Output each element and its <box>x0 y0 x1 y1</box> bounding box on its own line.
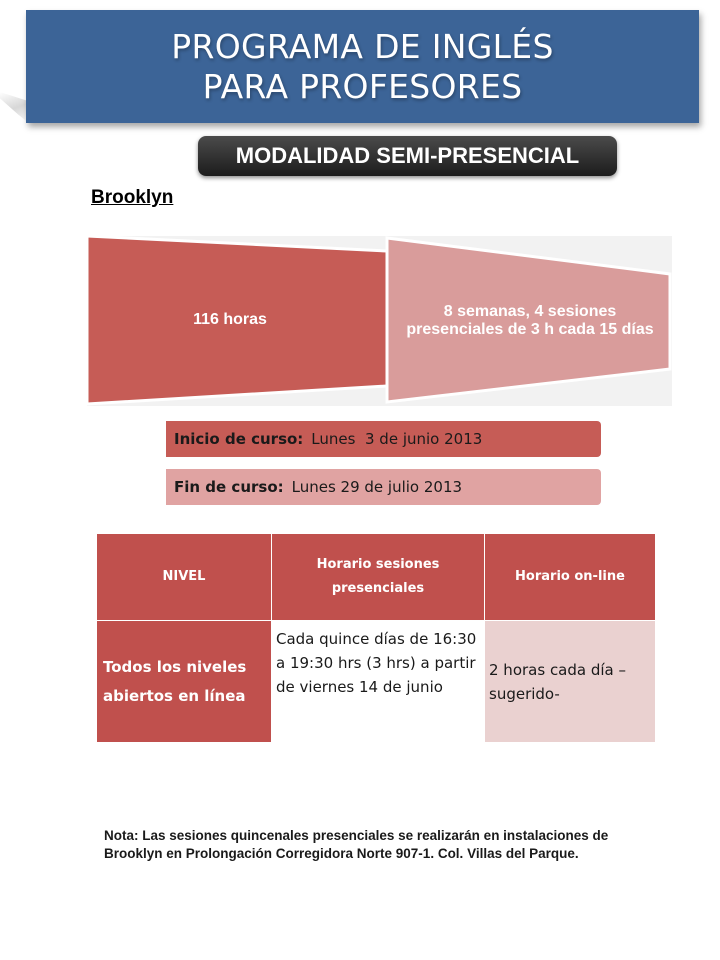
start-date-value: Lunes 3 de junio 2013 <box>311 430 483 448</box>
end-date-bar <box>166 469 601 505</box>
column-header-presencial: Horario sesiones presenciales <box>272 534 485 621</box>
cell-presencial: Cada quince días de 16:30 a 19:30 hrs (3 hrs) a partir de viernes 14 de junio <box>272 621 485 743</box>
hours-label: 116 horas <box>193 311 267 328</box>
start-date-bar <box>166 421 601 457</box>
table-header-row <box>97 534 656 621</box>
title-banner <box>26 10 699 123</box>
table-row <box>97 621 656 743</box>
duration-label: 8 semanas, 4 sesiones presenciales de 3 h cada 15 días <box>406 303 654 338</box>
cell-online: 2 horas cada día – sugerido- <box>485 621 656 743</box>
page-title-line-1: PROGRAMA DE INGLÉS <box>171 26 554 66</box>
end-date-value: Lunes 29 de julio 2013 <box>291 478 463 496</box>
column-header-online: Horario on-line <box>485 534 656 621</box>
modality-badge: MODALIDAD SEMI-PRESENCIAL <box>198 136 617 176</box>
location-heading: Brooklyn <box>91 187 174 208</box>
footnote: Nota: Las sesiones quincenales presenciales se realizarán en instalaciones de Brooklyn en Prolongación Corregidora Norte 907-1. Col. Villas del Parque. <box>104 828 609 861</box>
page-title-line-2: PARA PROFESORES <box>202 66 523 106</box>
start-date-label: Inicio de curso: <box>174 430 304 448</box>
cell-level: Todos los niveles abiertos en línea <box>97 621 272 743</box>
end-date-label: Fin de curso: <box>174 478 284 496</box>
schedule-table <box>96 533 656 743</box>
column-header-level: NIVEL <box>97 534 272 621</box>
